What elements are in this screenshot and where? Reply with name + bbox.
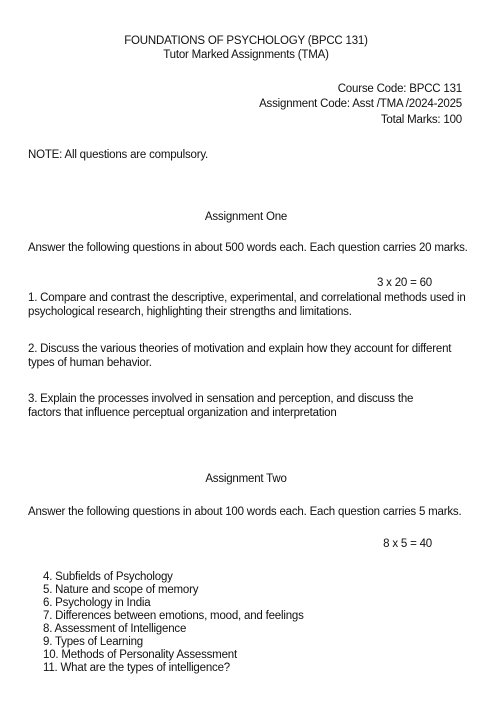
- list-item: 11. What are the types of intelligence?: [43, 662, 230, 674]
- assignment-code: Assignment Code: Asst /TMA /2024-2025: [259, 98, 462, 110]
- question-1: 1. Compare and contrast the descriptive, experimental, and correlational methods used in psychological research, highlighting their strengths and limitations.: [28, 292, 466, 318]
- assignment-one-heading: Assignment One: [204, 211, 288, 223]
- document-subtitle: Tutor Marked Assignments (TMA): [163, 49, 329, 61]
- assignment-two-question-list: [43, 571, 304, 675]
- list-item: 6. Psychology in India: [43, 597, 151, 609]
- assignment-one-instruction: Answer the following questions in about 500 words each. Each question carries 20 marks.: [28, 242, 468, 254]
- list-item: 5. Nature and scope of memory: [43, 584, 199, 596]
- list-item: 9. Types of Learning: [43, 636, 143, 648]
- assignment-one-marks: 3 x 20 = 60: [376, 277, 432, 289]
- list-item: 10. Methods of Personality Assessment: [43, 649, 237, 661]
- note-text: NOTE: All questions are compulsory.: [28, 149, 209, 161]
- course-code: Course Code: BPCC 131: [337, 83, 462, 95]
- total-marks: Total Marks: 100: [380, 114, 462, 126]
- list-item: 7. Differences between emotions, mood, and feelings: [43, 610, 304, 622]
- document-title: FOUNDATIONS OF PSYCHOLOGY (BPCC 131): [124, 35, 368, 47]
- list-item: 8. Assessment of Intelligence: [43, 623, 187, 635]
- assignment-two-instruction: Answer the following questions in about 100 words each. Each question carries 5 marks.: [28, 506, 462, 518]
- assignment-two-marks: 8 x 5 = 40: [383, 538, 432, 550]
- question-2: 2. Discuss the various theories of motivation and explain how they account for different types of human behavior.: [28, 343, 452, 369]
- list-item: 4. Subfields of Psychology: [43, 571, 173, 583]
- assignment-two-heading: Assignment Two: [205, 473, 287, 485]
- question-3: 3. Explain the processes involved in sensation and perception, and discuss the factors that influence perceptual organization and interpretation: [28, 393, 414, 419]
